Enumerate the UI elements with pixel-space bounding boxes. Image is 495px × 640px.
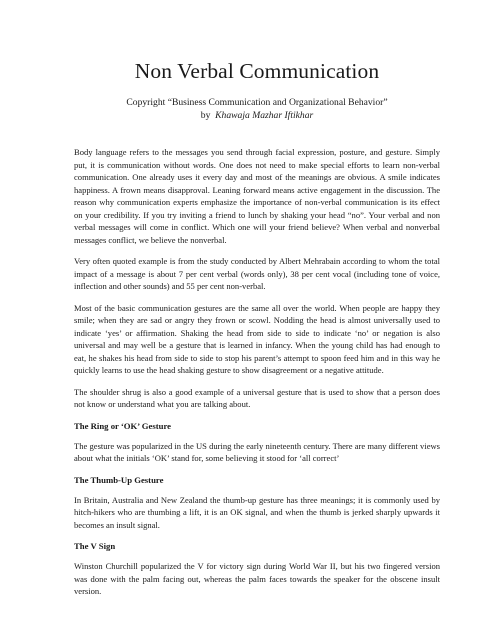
copyright-line: Copyright “Business Communication and Organizational Behavior” [126, 97, 388, 108]
paragraph-basic-gestures: Most of the basic communication gestures are the same all over the world. When people are happy they smile; when they are sad or angry they frown or scowl. Nodding the head is almost universally used to indicate ‘yes’ or affirmation. Shaking the head from side to side to indicate ‘no’ or negation is also universal and may well be a gesture that is learned in infancy. When the young child has had enough to eat, he shakes his head from side to side to stop his parent’s attempt to spoon feed him and in this way he quickly learns to use the head shaking gesture to show disagreement or a negative attitude. [74, 302, 440, 375]
byline-prefix: by [200, 110, 211, 121]
section-text-v-sign: Winston Churchill popularized the V for victory sign during World War II, but his two fingered version was done with the palm facing out, whereas the palm faces towards the speaker for the obscene insult version. [74, 561, 440, 596]
document-title: Non Verbal Communication [134, 59, 380, 83]
document-body [74, 146, 440, 598]
section-heading-thumb-up: The Thumb-Up Gesture [74, 474, 164, 485]
paragraph-mehrabian: Very often quoted example is from the study conducted by Albert Mehrabain according to whom the total impact of a message is about 7 per cent verbal (words only), 38 per cent vocal (including tone of voice, inflection and other sounds) and 55 per cent non-verbal. [74, 256, 440, 291]
section-heading-v-sign: The V Sign [74, 541, 116, 551]
paragraph-shoulder-shrug: The shoulder shrug is also a good example of a universal gesture that is used to show that a person does not know or understand what you are talking about. [74, 386, 440, 409]
section-heading-ok-gesture: The Ring or ‘OK’ Gesture [74, 420, 172, 431]
author-name: Khawaja Mazhar Iftikhar [215, 110, 314, 121]
section-text-thumb-up: In Britain, Australia and New Zealand the thumb-up gesture has three meanings; it is commonly used by hitch-hikers who are thumbing a lift, it is an OK signal, and when the thumb is jerked sharply upwards it becomes an insult signal. [74, 494, 440, 530]
paragraph-body-language: Body language refers to the messages you send through facial expression, posture, and gesture. Simply put, it is communication without words. One does not need to make special efforts to learn non-verbal communication. One already uses it every day and most of the meanings are obvious. A smile indicates happiness. A frown means disapproval. Leaning forward means active engagement in the discussion. The reason why communication experts emphasize the importance of non-verbal communication is its effect on your credibility. If you try inviting a friend to lunch by shaking your head “no”. Your verbal and non verbal messages will come in conflict. Which one will your friend believe? When verbal and nonverbal messages conflict, we believe the nonverbal. [74, 147, 440, 245]
section-text-ok-gesture: The gesture was popularized in the US during the early nineteenth century. There are many different views about what the initials ‘OK’ stand for, some believing it stood for ‘all correct’ [74, 440, 440, 463]
byline [74, 110, 440, 122]
